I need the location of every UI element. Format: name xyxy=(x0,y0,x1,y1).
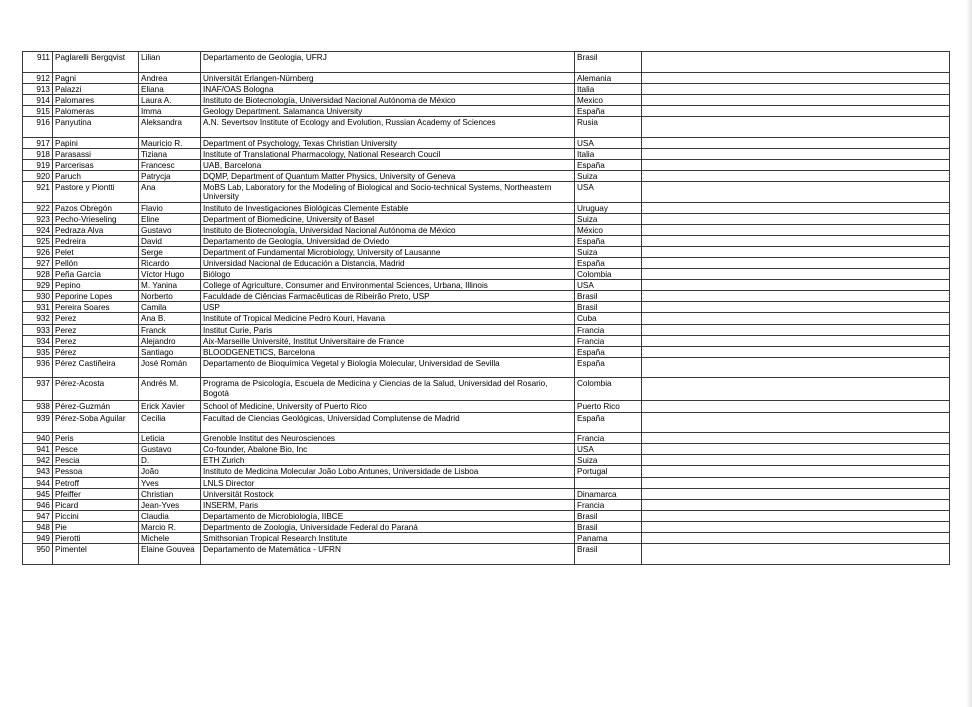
country-cell: España xyxy=(575,105,642,116)
country-cell: Brasil xyxy=(575,52,642,73)
institution-cell: Department of Fundamental Microbiology, University of Lausanne xyxy=(201,246,575,257)
surname-cell: Palazzi xyxy=(53,83,139,94)
empty-cell xyxy=(642,477,950,488)
country-cell: Colombia xyxy=(575,269,642,280)
country-cell: Colombia xyxy=(575,378,642,401)
country-cell: Brasil xyxy=(575,291,642,302)
empty-cell xyxy=(642,378,950,401)
institution-cell: Institute of Translational Pharmacology, National Research Coucil xyxy=(201,148,575,159)
row-number: 940 xyxy=(23,433,53,444)
table-row xyxy=(23,280,950,291)
row-number: 937 xyxy=(23,378,53,401)
first-name-cell: Elaine Gouvea xyxy=(139,544,201,565)
institution-cell: Departamento de Geologia, UFRJ xyxy=(201,52,575,73)
row-number: 938 xyxy=(23,401,53,412)
institution-cell: Department of Biomedicine, University of Basel xyxy=(201,213,575,224)
surname-cell: Pecho-Vrieseling xyxy=(53,213,139,224)
row-number: 919 xyxy=(23,159,53,170)
first-name-cell: Ana B. xyxy=(139,313,201,324)
page-edge-shadow xyxy=(966,0,972,707)
first-name-cell: David xyxy=(139,235,201,246)
table-row xyxy=(23,159,950,170)
empty-cell xyxy=(642,335,950,346)
empty-cell xyxy=(642,258,950,269)
first-name-cell: Andrea xyxy=(139,72,201,83)
first-name-cell: Patrycja xyxy=(139,170,201,181)
country-cell: Rusia xyxy=(575,116,642,137)
first-name-cell: Marcio R. xyxy=(139,521,201,532)
row-number: 941 xyxy=(23,444,53,455)
empty-cell xyxy=(642,170,950,181)
institution-cell: School of Medicine, University of Puerto Rico xyxy=(201,401,575,412)
table-row xyxy=(23,335,950,346)
institution-cell: Co-founder, Abalone Bio, Inc xyxy=(201,444,575,455)
institution-cell: INAF/OAS Bologna xyxy=(201,83,575,94)
surname-cell: Peris xyxy=(53,433,139,444)
surname-cell: Pereira Soares xyxy=(53,302,139,313)
institution-cell: Aix-Marseille Université, Institut Universitaire de France xyxy=(201,335,575,346)
country-cell: USA xyxy=(575,444,642,455)
surname-cell: Pérez-Acosta xyxy=(53,378,139,401)
empty-cell xyxy=(642,455,950,466)
first-name-cell: João xyxy=(139,466,201,477)
empty-cell xyxy=(642,357,950,378)
first-name-cell: Yves xyxy=(139,477,201,488)
row-number: 930 xyxy=(23,291,53,302)
surname-cell: Pedreira xyxy=(53,235,139,246)
table-row xyxy=(23,235,950,246)
table-row xyxy=(23,224,950,235)
country-cell: Suiza xyxy=(575,246,642,257)
institution-cell: Departmento de Zoologia, Universidade Federal do Paraná xyxy=(201,521,575,532)
surname-cell: Pérez-Guzmán xyxy=(53,401,139,412)
table-row xyxy=(23,213,950,224)
surname-cell: Pfeiffer xyxy=(53,488,139,499)
first-name-cell: Alejandro xyxy=(139,335,201,346)
row-number: 947 xyxy=(23,510,53,521)
row-number: 922 xyxy=(23,202,53,213)
institution-cell: Departamento de Microbiología, IIBCE xyxy=(201,510,575,521)
institution-cell: Programa de Psicología, Escuela de Medicina y Ciencias de la Salud, Universidad del Rosario, Bogotá xyxy=(201,378,575,401)
institution-cell: LNLS Director xyxy=(201,477,575,488)
empty-cell xyxy=(642,224,950,235)
first-name-cell: Michele xyxy=(139,532,201,543)
country-cell: USA xyxy=(575,280,642,291)
row-number: 942 xyxy=(23,455,53,466)
row-number: 945 xyxy=(23,488,53,499)
row-number: 950 xyxy=(23,544,53,565)
country-cell: Mexico xyxy=(575,94,642,105)
table-row xyxy=(23,137,950,148)
institution-cell: UAB, Barcelona xyxy=(201,159,575,170)
first-name-cell: Ricardo xyxy=(139,258,201,269)
country-cell: USA xyxy=(575,137,642,148)
row-number: 926 xyxy=(23,246,53,257)
country-cell: España xyxy=(575,412,642,433)
first-name-cell: Lilian xyxy=(139,52,201,73)
row-number: 911 xyxy=(23,52,53,73)
country-cell: USA xyxy=(575,181,642,202)
table-row xyxy=(23,148,950,159)
table-row xyxy=(23,433,950,444)
institution-cell: BLOODGENETICS, Barcelona xyxy=(201,346,575,357)
country-cell: Suiza xyxy=(575,213,642,224)
first-name-cell: Francesc xyxy=(139,159,201,170)
row-number: 943 xyxy=(23,466,53,477)
country-cell: España xyxy=(575,346,642,357)
empty-cell xyxy=(642,280,950,291)
surname-cell: Pastore y Piontti xyxy=(53,181,139,202)
first-name-cell: Eline xyxy=(139,213,201,224)
empty-cell xyxy=(642,444,950,455)
country-cell: Cuba xyxy=(575,313,642,324)
country-cell: España xyxy=(575,357,642,378)
table-row xyxy=(23,324,950,335)
first-name-cell: D. xyxy=(139,455,201,466)
first-name-cell: Gustavo xyxy=(139,224,201,235)
empty-cell xyxy=(642,72,950,83)
row-number: 939 xyxy=(23,412,53,433)
row-number: 934 xyxy=(23,335,53,346)
empty-cell xyxy=(642,510,950,521)
country-cell: Brasil xyxy=(575,510,642,521)
institution-cell: Universidad Nacional de Educación a Distancia, Madrid xyxy=(201,258,575,269)
institution-cell: Instituto de Investigaciones Biológicas Clemente Estable xyxy=(201,202,575,213)
row-number: 914 xyxy=(23,94,53,105)
empty-cell xyxy=(642,401,950,412)
country-cell: Brasil xyxy=(575,544,642,565)
empty-cell xyxy=(642,521,950,532)
table-row xyxy=(23,346,950,357)
table-row xyxy=(23,488,950,499)
surname-cell: Piccini xyxy=(53,510,139,521)
institution-cell: Smithsonian Tropical Research Institute xyxy=(201,532,575,543)
surname-cell: Pellón xyxy=(53,258,139,269)
surname-cell: Pesce xyxy=(53,444,139,455)
surname-cell: Panyutina xyxy=(53,116,139,137)
empty-cell xyxy=(642,246,950,257)
row-number: 936 xyxy=(23,357,53,378)
table-row xyxy=(23,401,950,412)
row-number: 949 xyxy=(23,532,53,543)
table-row xyxy=(23,313,950,324)
table-row xyxy=(23,532,950,543)
row-number: 935 xyxy=(23,346,53,357)
first-name-cell: Gustavo xyxy=(139,444,201,455)
row-number: 946 xyxy=(23,499,53,510)
institution-cell: Departamento de Matemática - UFRN xyxy=(201,544,575,565)
surname-cell: Pimentel xyxy=(53,544,139,565)
country-cell: Dinamarca xyxy=(575,488,642,499)
surname-cell: Peporine Lopes xyxy=(53,291,139,302)
signatories-table xyxy=(22,51,950,565)
row-number: 916 xyxy=(23,116,53,137)
empty-cell xyxy=(642,499,950,510)
empty-cell xyxy=(642,116,950,137)
empty-cell xyxy=(642,269,950,280)
country-cell: Francia xyxy=(575,335,642,346)
empty-cell xyxy=(642,488,950,499)
institution-cell: DQMP, Department of Quantum Matter Physics, University of Geneva xyxy=(201,170,575,181)
empty-cell xyxy=(642,544,950,565)
surname-cell: Palomares xyxy=(53,94,139,105)
row-number: 929 xyxy=(23,280,53,291)
empty-cell xyxy=(642,105,950,116)
empty-cell xyxy=(642,148,950,159)
table-row xyxy=(23,269,950,280)
country-cell xyxy=(575,477,642,488)
institution-cell: Instituto de Biotecnología, Universidad Nacional Autónoma de México xyxy=(201,94,575,105)
table-row xyxy=(23,105,950,116)
first-name-cell: Camila xyxy=(139,302,201,313)
table-row xyxy=(23,94,950,105)
first-name-cell: Claudia xyxy=(139,510,201,521)
first-name-cell: Erick Xavier xyxy=(139,401,201,412)
institution-cell: ETH Zurich xyxy=(201,455,575,466)
row-number: 927 xyxy=(23,258,53,269)
first-name-cell: Christian xyxy=(139,488,201,499)
first-name-cell: Eliana xyxy=(139,83,201,94)
row-number: 948 xyxy=(23,521,53,532)
institution-cell: Departamento de Bioquímica Vegetal y Biología Molecular, Universidad de Sevilla xyxy=(201,357,575,378)
empty-cell xyxy=(642,52,950,73)
first-name-cell: Franck xyxy=(139,324,201,335)
empty-cell xyxy=(642,466,950,477)
country-cell: Uruguay xyxy=(575,202,642,213)
country-cell: España xyxy=(575,159,642,170)
table-row xyxy=(23,544,950,565)
table-row xyxy=(23,258,950,269)
country-cell: España xyxy=(575,258,642,269)
empty-cell xyxy=(642,291,950,302)
institution-cell: Institut Curie, Paris xyxy=(201,324,575,335)
table-row xyxy=(23,455,950,466)
row-number: 928 xyxy=(23,269,53,280)
empty-cell xyxy=(642,433,950,444)
country-cell: Alemania xyxy=(575,72,642,83)
table-row xyxy=(23,510,950,521)
row-number: 924 xyxy=(23,224,53,235)
surname-cell: Pérez Castiñeira xyxy=(53,357,139,378)
row-number: 933 xyxy=(23,324,53,335)
first-name-cell: Flavio xyxy=(139,202,201,213)
table-row xyxy=(23,202,950,213)
first-name-cell: Mauricio R. xyxy=(139,137,201,148)
country-cell: Francia xyxy=(575,499,642,510)
institution-cell: Departamento de Geología, Universidad de Oviedo xyxy=(201,235,575,246)
row-number: 917 xyxy=(23,137,53,148)
surname-cell: Pagni xyxy=(53,72,139,83)
institution-cell: Universität Erlangen-Nürnberg xyxy=(201,72,575,83)
country-cell: Portugal xyxy=(575,466,642,477)
row-number: 912 xyxy=(23,72,53,83)
row-number: 932 xyxy=(23,313,53,324)
surname-cell: Pepino xyxy=(53,280,139,291)
row-number: 921 xyxy=(23,181,53,202)
first-name-cell: Jean-Yves xyxy=(139,499,201,510)
empty-cell xyxy=(642,137,950,148)
row-number: 944 xyxy=(23,477,53,488)
empty-cell xyxy=(642,412,950,433)
country-cell: Francia xyxy=(575,324,642,335)
surname-cell: Perez xyxy=(53,313,139,324)
institution-cell: Instituto de Medicina Molecular João Lobo Antunes, Universidade de Lisboa xyxy=(201,466,575,477)
surname-cell: Parasassi xyxy=(53,148,139,159)
country-cell: Puerto Rico xyxy=(575,401,642,412)
country-cell: España xyxy=(575,235,642,246)
institution-cell: Universität Rostock xyxy=(201,488,575,499)
first-name-cell: M. Yanina xyxy=(139,280,201,291)
table-row xyxy=(23,302,950,313)
surname-cell: Paruch xyxy=(53,170,139,181)
empty-cell xyxy=(642,202,950,213)
institution-cell: Facultad de Ciencias Geológicas, Universidad Complutense de Madrid xyxy=(201,412,575,433)
first-name-cell: Leticia xyxy=(139,433,201,444)
surname-cell: Pessoa xyxy=(53,466,139,477)
institution-cell: MoBS Lab, Laboratory for the Modeling of Biological and Socio-technical Systems, Northeastern University xyxy=(201,181,575,202)
surname-cell: Perez xyxy=(53,335,139,346)
table-row xyxy=(23,499,950,510)
surname-cell: Pescia xyxy=(53,455,139,466)
empty-cell xyxy=(642,94,950,105)
signatories-table-body xyxy=(23,52,950,565)
empty-cell xyxy=(642,235,950,246)
surname-cell: Petroff xyxy=(53,477,139,488)
empty-cell xyxy=(642,313,950,324)
country-cell: Italia xyxy=(575,83,642,94)
first-name-cell: Cecilia xyxy=(139,412,201,433)
row-number: 918 xyxy=(23,148,53,159)
first-name-cell: Andrés M. xyxy=(139,378,201,401)
surname-cell: Paglarelli Bergqvist xyxy=(53,52,139,73)
row-number: 913 xyxy=(23,83,53,94)
row-number: 923 xyxy=(23,213,53,224)
table-row xyxy=(23,52,950,73)
country-cell: Panama xyxy=(575,532,642,543)
table-row xyxy=(23,72,950,83)
surname-cell: Picard xyxy=(53,499,139,510)
country-cell: Suiza xyxy=(575,170,642,181)
institution-cell: Instituto de Biotecnología, Universidad Nacional Autónoma de México xyxy=(201,224,575,235)
institution-cell: USP xyxy=(201,302,575,313)
institution-cell: College of Agriculture, Consumer and Environmental Sciences, Urbana, Illinois xyxy=(201,280,575,291)
institution-cell: Department of Psychology, Texas Christian University xyxy=(201,137,575,148)
surname-cell: Papini xyxy=(53,137,139,148)
empty-cell xyxy=(642,181,950,202)
country-cell: Brasil xyxy=(575,302,642,313)
country-cell: Brasil xyxy=(575,521,642,532)
country-cell: México xyxy=(575,224,642,235)
empty-cell xyxy=(642,83,950,94)
table-row xyxy=(23,246,950,257)
row-number: 920 xyxy=(23,170,53,181)
empty-cell xyxy=(642,532,950,543)
surname-cell: Parcerisas xyxy=(53,159,139,170)
first-name-cell: Aleksandra xyxy=(139,116,201,137)
row-number: 931 xyxy=(23,302,53,313)
first-name-cell: Víctor Hugo xyxy=(139,269,201,280)
empty-cell xyxy=(642,302,950,313)
institution-cell: Biólogo xyxy=(201,269,575,280)
surname-cell: Palomeras xyxy=(53,105,139,116)
row-number: 925 xyxy=(23,235,53,246)
institution-cell: Faculdade de Ciências Farmacêuticas de Ribeirão Preto, USP xyxy=(201,291,575,302)
table-row xyxy=(23,466,950,477)
institution-cell: Geology Department. Salamanca University xyxy=(201,105,575,116)
institution-cell: Institute of Tropical Medicine Pedro Kouri, Havana xyxy=(201,313,575,324)
empty-cell xyxy=(642,159,950,170)
first-name-cell: Imma xyxy=(139,105,201,116)
surname-cell: Pie xyxy=(53,521,139,532)
first-name-cell: Ana xyxy=(139,181,201,202)
surname-cell: Pérez-Soba Aguilar xyxy=(53,412,139,433)
surname-cell: Pazos Obregón xyxy=(53,202,139,213)
table-row xyxy=(23,291,950,302)
table-row xyxy=(23,181,950,202)
table-row xyxy=(23,378,950,401)
table-row xyxy=(23,521,950,532)
table-row xyxy=(23,116,950,137)
first-name-cell: Laura A. xyxy=(139,94,201,105)
institution-cell: Grenoble Institut des Neurosciences xyxy=(201,433,575,444)
institution-cell: A.N. Severtsov Institute of Ecology and Evolution, Russian Academy of Sciences xyxy=(201,116,575,137)
table-row xyxy=(23,83,950,94)
table-row xyxy=(23,412,950,433)
table-row xyxy=(23,357,950,378)
row-number: 915 xyxy=(23,105,53,116)
empty-cell xyxy=(642,213,950,224)
institution-cell: INSERM, Paris xyxy=(201,499,575,510)
country-cell: Francia xyxy=(575,433,642,444)
table-row xyxy=(23,444,950,455)
country-cell: Suiza xyxy=(575,455,642,466)
first-name-cell: Tiziana xyxy=(139,148,201,159)
empty-cell xyxy=(642,346,950,357)
first-name-cell: Serge xyxy=(139,246,201,257)
first-name-cell: Santiago xyxy=(139,346,201,357)
surname-cell: Peña García xyxy=(53,269,139,280)
surname-cell: Perez xyxy=(53,324,139,335)
first-name-cell: José Román xyxy=(139,357,201,378)
surname-cell: Pérez xyxy=(53,346,139,357)
surname-cell: Pedraza Alva xyxy=(53,224,139,235)
surname-cell: Pierotti xyxy=(53,532,139,543)
empty-cell xyxy=(642,324,950,335)
country-cell: Italia xyxy=(575,148,642,159)
surname-cell: Pelet xyxy=(53,246,139,257)
table-row xyxy=(23,170,950,181)
first-name-cell: Norberto xyxy=(139,291,201,302)
table-row xyxy=(23,477,950,488)
